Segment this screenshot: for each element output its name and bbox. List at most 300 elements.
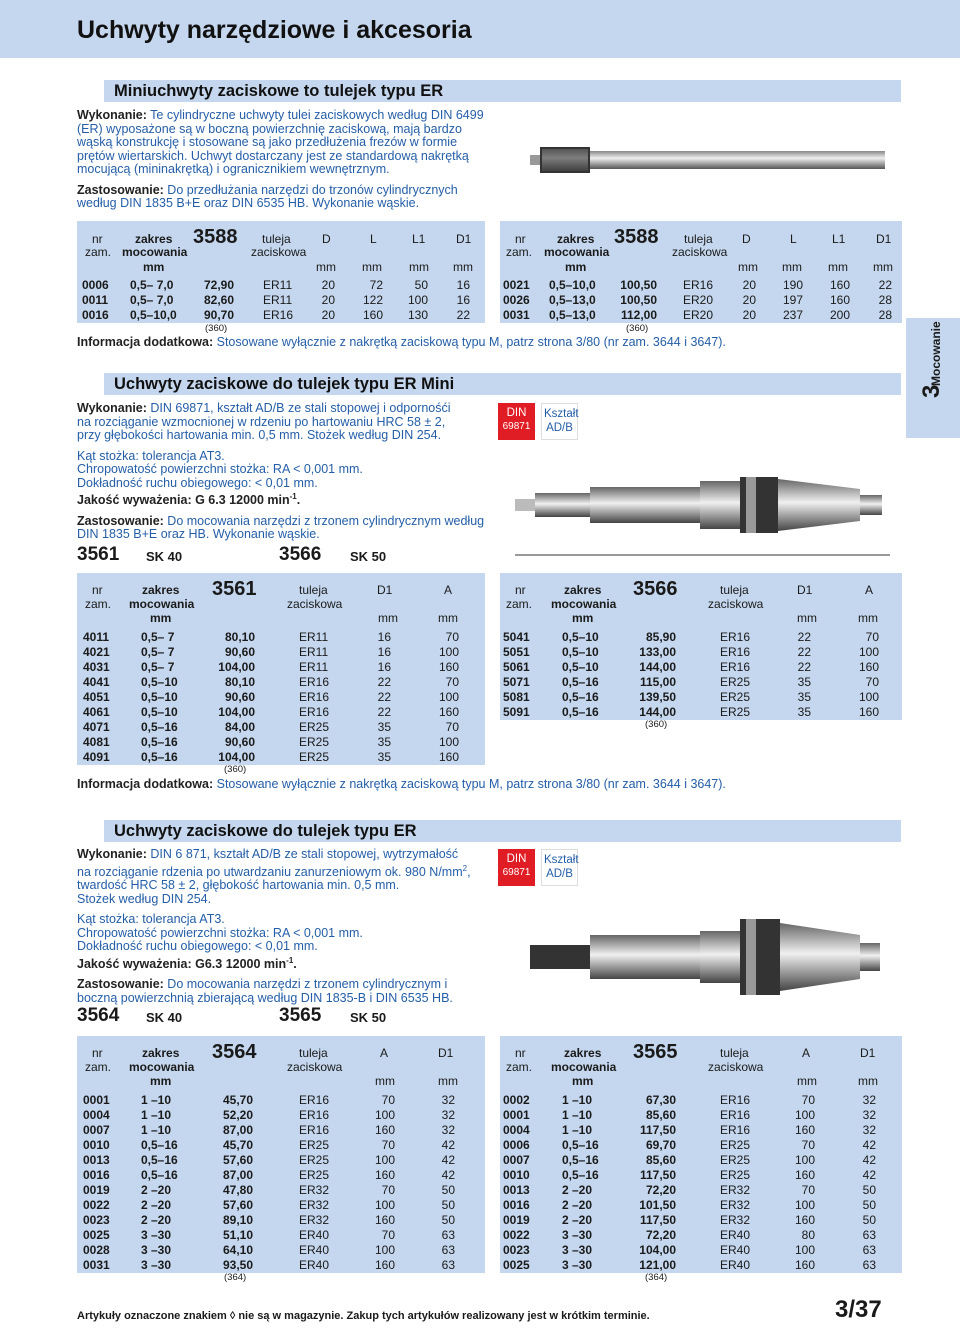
table-cell: 197: [782, 293, 803, 307]
table-cell: ER20: [683, 308, 714, 322]
table-cell: 64,10: [222, 1243, 253, 1257]
table-cell: 0006: [503, 1138, 530, 1152]
table-cell: 90,60: [224, 735, 255, 749]
table-cell: 0,5–13,0: [549, 293, 596, 307]
table-cell: 0,5–16: [141, 1153, 178, 1167]
table-cell: 16: [456, 293, 470, 307]
table-cell: 160: [438, 705, 459, 719]
table-cell: 0011: [82, 293, 109, 307]
table-cell: 52,20: [222, 1108, 253, 1122]
table-cell: 57,60: [222, 1198, 253, 1212]
table-cell: 63: [862, 1228, 876, 1242]
table-cell: 3 –30: [141, 1258, 172, 1272]
table-cell: 1 –10: [562, 1108, 593, 1122]
table-cell: 0007: [503, 1153, 530, 1167]
table-cell: 35: [377, 750, 391, 764]
table-cell: ER25: [299, 1138, 330, 1152]
table-cell: 16: [456, 278, 470, 292]
table-cell: 0019: [503, 1213, 530, 1227]
din-badge-2: DIN 69871: [498, 849, 535, 886]
table-cell: ER16: [299, 1108, 330, 1122]
info-note-2: Informacja dodatkowa: Stosowane wyłącznie z nakrętką zaciskową typu M, patrz strona 3/80 (nr zam. 3644 i 3647).: [77, 777, 726, 791]
page-header: [0, 0, 960, 58]
table-cell: 100: [438, 645, 459, 659]
table-cell: 100: [374, 1153, 395, 1167]
table-cell: 2 –20: [562, 1183, 593, 1197]
table-cell: 0,5–10: [141, 675, 178, 689]
table-cell: ER11: [299, 645, 329, 659]
table-cell: ER25: [720, 1138, 751, 1152]
table-cell: 4071: [83, 720, 110, 734]
table-cell: 2 –20: [562, 1213, 593, 1227]
table-cell: 50: [862, 1213, 876, 1227]
table-cell: 0006: [82, 278, 109, 292]
table-cell: 160: [858, 660, 879, 674]
table-cell: 0,5–16: [562, 1168, 599, 1182]
table-cell: 4011: [83, 630, 110, 644]
table-cell: 3 –30: [562, 1258, 593, 1272]
table-cell: ER40: [720, 1243, 751, 1257]
table-cell: 0,5– 7: [141, 630, 175, 644]
table-cell: 85,90: [645, 630, 676, 644]
table-cell: 32: [441, 1108, 455, 1122]
table-cell: 90,60: [224, 645, 255, 659]
table-cell: ER25: [299, 720, 330, 734]
table-cell: 0013: [83, 1153, 110, 1167]
table-cell: 87,00: [222, 1123, 253, 1137]
table-cell: 0010: [503, 1168, 530, 1182]
table-cell: 70: [801, 1138, 815, 1152]
table-cell: 5051: [503, 645, 530, 659]
table-cell: 100: [438, 690, 459, 704]
table-cell: 3 –30: [562, 1228, 593, 1242]
table-cell: 32: [862, 1123, 876, 1137]
table-cell: 72,20: [645, 1228, 676, 1242]
table-cell: ER20: [683, 293, 714, 307]
table-cell: 160: [438, 750, 459, 764]
table-cell: 104,00: [218, 660, 255, 674]
table-cell: 117,50: [639, 1123, 676, 1137]
table-cell: 3 –30: [562, 1243, 593, 1257]
table-cell: ER16: [299, 675, 330, 689]
table-cell: 144,00: [639, 705, 676, 719]
table-cell: 122: [362, 293, 383, 307]
table-cell: 100: [794, 1198, 815, 1212]
table-cell: 160: [858, 705, 879, 719]
table-cell: 57,60: [222, 1153, 253, 1167]
table-cell: 70: [445, 630, 459, 644]
table-cell: 0023: [503, 1243, 530, 1257]
table-cell: 42: [441, 1153, 455, 1167]
table-cell: 117,50: [639, 1213, 676, 1227]
table-cell: 100: [794, 1153, 815, 1167]
table-cell: 5041: [503, 630, 530, 644]
table-cell: 63: [441, 1258, 455, 1272]
table-cell: 20: [742, 293, 756, 307]
mini-holder-image: [520, 120, 900, 200]
table-cell: 100: [858, 645, 879, 659]
table-cell: 4031: [83, 660, 110, 674]
table-cell: 2 –20: [562, 1198, 593, 1212]
table-cell: 104,00: [218, 705, 255, 719]
table-cell: 100: [858, 690, 879, 704]
page-title: Uchwyty narzędziowe i akcesoria: [77, 16, 472, 44]
table-cell: 0016: [83, 1168, 110, 1182]
table-cell: 160: [362, 308, 383, 322]
table-cell: 5081: [503, 690, 530, 704]
table-cell: 16: [377, 660, 391, 674]
table-cell: 42: [441, 1168, 455, 1182]
table-cell: 0002: [503, 1093, 530, 1107]
code-3565-label: 3565: [279, 1005, 322, 1026]
table-cell: 0010: [83, 1138, 110, 1152]
table-cell: 20: [742, 278, 756, 292]
code-3561-label: 3561: [77, 544, 120, 565]
table-cell: ER16: [683, 278, 714, 292]
table-cell: 70: [801, 1093, 815, 1107]
table-cell: 0,5– 7,0: [130, 293, 174, 307]
table-cell: 35: [377, 735, 391, 749]
table-cell: 84,00: [224, 720, 255, 734]
table-cell: ER40: [720, 1258, 751, 1272]
table-cell: 1 –10: [562, 1093, 593, 1107]
table-cell: 5071: [503, 675, 530, 689]
sk-holder-image-1: [510, 455, 900, 567]
table-cell: 190: [782, 278, 803, 292]
table-cell: 70: [445, 720, 459, 734]
table-cell: ER16: [299, 1123, 330, 1137]
table-cell: 22: [377, 690, 391, 704]
table-cell: ER32: [299, 1183, 330, 1197]
table-cell: ER40: [299, 1228, 330, 1242]
table-cell: 35: [797, 690, 811, 704]
sk40-label: SK 40: [146, 549, 183, 564]
table-cell: 0025: [83, 1228, 110, 1242]
table-cell: 32: [862, 1108, 876, 1122]
table-cell: 72,20: [645, 1183, 676, 1197]
table-cell: ER32: [720, 1183, 751, 1197]
table-cell: 0,5–10,0: [549, 278, 596, 292]
table-cell: 4061: [83, 705, 110, 719]
section1-description: Wykonanie: Te cylindryczne uchwyty tulei zaciskowych według DIN 6499 (ER) wyposażone są w boczną powierzchnię zaciskową, mają bardzo wąską konstrukcję i stosowane są jako przedłużenia frezów w formie prętów wiertarskich. Uchwyt dostarczany jest ze standardową nakrętką mocującą (mininakrętką) i ogranicznikiem wewnętrznym. Zastosowanie: Do przedłużania narzędzi do trzonów cylindrycznych według DIN 1835 B+E oraz DIN 6535 HB. Wykonanie wąskie.: [77, 108, 484, 210]
table-cell: ER32: [720, 1198, 751, 1212]
table-cell: 70: [801, 1183, 815, 1197]
table-cell: 100: [374, 1108, 395, 1122]
table-cell: 32: [862, 1093, 876, 1107]
table-cell: 0021: [503, 278, 530, 292]
section-title-er-mini: Uchwyty zaciskowe do tulejek typu ER Mini: [104, 373, 901, 395]
table-cell: ER11: [299, 660, 329, 674]
table-cell: 2 –20: [141, 1198, 172, 1212]
table-cell: 0,5–16: [562, 690, 599, 704]
table-cell: 100,50: [620, 278, 657, 292]
table-cell: ER40: [720, 1228, 751, 1242]
sk50-label: SK 50: [350, 549, 387, 564]
table-cell: ER40: [299, 1258, 330, 1272]
table-cell: 35: [797, 705, 811, 719]
table-cell: 20: [321, 308, 335, 322]
table-cell: 160: [794, 1258, 815, 1272]
table-cell: 0,5–16: [562, 1138, 599, 1152]
table-cell: 0022: [83, 1198, 110, 1212]
table-cell: 22: [878, 278, 892, 292]
table-cell: 51,10: [222, 1228, 253, 1242]
table-cell: 89,10: [222, 1213, 253, 1227]
table-cell: 104,00: [639, 1243, 676, 1257]
table-cell: 3 –30: [141, 1243, 172, 1257]
table-cell: 0,5– 7: [141, 645, 175, 659]
table-cell: 20: [742, 308, 756, 322]
table-cell: 72: [369, 278, 383, 292]
table-cell: 100,50: [620, 293, 657, 307]
table-cell: 100: [794, 1243, 815, 1257]
page-number: 3/37: [835, 1296, 882, 1323]
table-cell: 0,5–16: [141, 750, 178, 764]
table-cell: 160: [794, 1213, 815, 1227]
table-cell: 0031: [83, 1258, 110, 1272]
table-cell: ER16: [720, 1093, 751, 1107]
table-cell: 87,00: [222, 1168, 253, 1182]
ksztalt-badge: Kształt AD/B: [541, 403, 578, 440]
sk-holder-image-2: [500, 895, 900, 1020]
table-cell: 100: [794, 1108, 815, 1122]
table-cell: 70: [381, 1228, 395, 1242]
table-cell: 90,70: [203, 308, 234, 322]
table-cell: 0,5–16: [141, 720, 178, 734]
table-cell: 90,60: [224, 690, 255, 704]
table-cell: 160: [794, 1123, 815, 1137]
table-cell: ER25: [720, 1153, 751, 1167]
table-cell: 32: [441, 1093, 455, 1107]
table-cell: 80,10: [224, 630, 255, 644]
table-cell: ER25: [299, 1153, 330, 1167]
ksztalt-badge-2: Kształt AD/B: [541, 849, 578, 886]
table-cell: 47,80: [222, 1183, 253, 1197]
table-cell: 2 –20: [141, 1183, 172, 1197]
table-cell: 1 –10: [562, 1123, 593, 1137]
table-cell: 101,50: [639, 1198, 676, 1212]
table-cell: 1 –10: [141, 1108, 172, 1122]
table-cell: 0,5–10: [562, 645, 599, 659]
table-cell: 121,00: [639, 1258, 676, 1272]
table-cell: 16: [377, 630, 391, 644]
section-title-er: Uchwyty zaciskowe do tulejek typu ER: [104, 820, 901, 842]
table-cell: ER25: [299, 735, 330, 749]
table-cell: 0031: [503, 308, 530, 322]
table-cell: 70: [865, 675, 879, 689]
table-cell: 130: [407, 308, 428, 322]
table-cell: 0,5– 7,0: [130, 278, 174, 292]
table-cell: ER11: [263, 293, 293, 307]
table-cell: 100: [374, 1243, 395, 1257]
table-cell: ER32: [299, 1198, 330, 1212]
table-cell: 160: [374, 1213, 395, 1227]
table-cell: 160: [374, 1168, 395, 1182]
table-cell: 0,5–10: [141, 690, 178, 704]
table-cell: 4051: [83, 690, 110, 704]
table-cell: 22: [797, 630, 811, 644]
table-cell: ER25: [299, 750, 330, 764]
table-cell: 69,70: [645, 1138, 676, 1152]
table-cell: ER25: [720, 690, 751, 704]
table-cell: ER16: [299, 705, 330, 719]
table-cell: 0,5–16: [141, 1138, 178, 1152]
table-cell: 35: [377, 720, 391, 734]
table-cell: 0019: [83, 1183, 110, 1197]
table-cell: 63: [862, 1243, 876, 1257]
table-cell: 0,5–10: [562, 660, 599, 674]
table-cell: 42: [862, 1153, 876, 1167]
table-cell: 0,5–16: [562, 1153, 599, 1167]
table-cell: 0013: [503, 1183, 530, 1197]
table-cell: ER25: [720, 705, 751, 719]
table-cell: 0001: [83, 1093, 110, 1107]
info-note-1: Informacja dodatkowa: Stosowane wyłącznie z nakrętką zaciskową typu M, patrz strona 3/80 (nr zam. 3644 i 3647).: [77, 335, 726, 349]
table-cell: 104,00: [218, 750, 255, 764]
table-cell: 50: [441, 1183, 455, 1197]
table-cell: 237: [782, 308, 803, 322]
table-cell: 72,90: [203, 278, 234, 292]
table-cell: 16: [377, 645, 391, 659]
table-cell: 0,5–16: [562, 705, 599, 719]
table-cell: 0026: [503, 293, 530, 307]
table-cell: 22: [377, 675, 391, 689]
table-cell: 85,60: [645, 1108, 676, 1122]
table-cell: 0,5–10: [141, 705, 178, 719]
table-cell: 0016: [82, 308, 109, 322]
table-cell: 160: [829, 278, 850, 292]
table-cell: 0022: [503, 1228, 530, 1242]
section3-description: Wykonanie: DIN 6 871, kształt AD/B ze stali stopowej, wytrzymałość na rozciąganie rdzenia po utwardzaniu zanurzeniowym ok. 980 $N/mm^2$, twardość HRC 58 ± 2, głębokość hartowania min. 0,5 mm. Stożek według DIN 254. Kąt stożka: tolerancja AT3. Chropowatość powierzchni stożka: RA < 0,001 mm. Dokładność ruchu obiegowego: < 0,01 mm. Jakość wyważenia: G6.3 12000 $\min^{-1}$. Zastosowanie: Do mocowania narzędzi z trzonem cylindrycznym i boczną powierzchnią zbierającą według DIN 1835-B i DIN 6535 HB.: [77, 847, 471, 1005]
table-cell: 0,5–13,0: [549, 308, 596, 322]
table-cell: ER25: [299, 1168, 330, 1182]
sk50-label-2: SK 50: [350, 1010, 387, 1025]
table-cell: 0025: [503, 1258, 530, 1272]
table-cell: 4081: [83, 735, 110, 749]
table-cell: ER25: [720, 1168, 751, 1182]
table-cell: 4041: [83, 675, 110, 689]
table-cell: ER16: [720, 660, 751, 674]
table-cell: 22: [377, 705, 391, 719]
table-cell: 70: [445, 675, 459, 689]
table-cell: 0016: [503, 1198, 530, 1212]
table-cell: 45,70: [222, 1093, 253, 1107]
table-cell: 22: [797, 645, 811, 659]
table-cell: 139,50: [639, 690, 676, 704]
table-cell: 160: [794, 1168, 815, 1182]
table-cell: ER16: [720, 1108, 751, 1122]
table-cell: 22: [456, 308, 470, 322]
table-cell: 2 –20: [141, 1213, 172, 1227]
sk40-label-2: SK 40: [146, 1010, 183, 1025]
table-cell: 5091: [503, 705, 530, 719]
table-cell: 32: [441, 1123, 455, 1137]
table-cell: 0004: [83, 1108, 110, 1122]
table-cell: ER25: [720, 675, 751, 689]
table-cell: 0,5– 7: [141, 660, 175, 674]
table-cell: 70: [381, 1093, 395, 1107]
chapter-tab[interactable]: [906, 318, 960, 438]
table-cell: 20: [321, 278, 335, 292]
table-cell: 144,00: [639, 660, 676, 674]
table-cell: 112,00: [620, 308, 657, 322]
table-cell: 80: [801, 1228, 815, 1242]
table-cell: ER16: [720, 630, 751, 644]
table-cell: 35: [797, 675, 811, 689]
table-cell: ER11: [263, 278, 293, 292]
table-cell: 133,00: [639, 645, 676, 659]
table-cell: 22: [797, 660, 811, 674]
table-cell: 63: [862, 1258, 876, 1272]
chapter-label: Mocowanie: [929, 321, 943, 386]
table-cell: ER16: [263, 308, 294, 322]
table-cell: 45,70: [222, 1138, 253, 1152]
table-cell: ER16: [720, 1123, 751, 1137]
table-cell: 1 –10: [141, 1093, 172, 1107]
table-cell: 160: [374, 1258, 395, 1272]
table-cell: 0023: [83, 1213, 110, 1227]
table-cell: 42: [862, 1138, 876, 1152]
table-cell: 70: [865, 630, 879, 644]
table-cell: 70: [381, 1138, 395, 1152]
table-cell: 82,60: [203, 293, 234, 307]
table-cell: 20: [321, 293, 335, 307]
table-cell: 4021: [83, 645, 110, 659]
table-cell: 28: [878, 293, 892, 307]
table-cell: 160: [829, 293, 850, 307]
chapter-number: 3: [918, 384, 945, 398]
table-cell: 93,50: [222, 1258, 253, 1272]
table-cell: 63: [441, 1228, 455, 1242]
table-cell: 1 –10: [141, 1123, 172, 1137]
table-cell: 0,5–10: [562, 630, 599, 644]
table-cell: 200: [829, 308, 850, 322]
table-cell: 0,5–10,0: [130, 308, 177, 322]
table-cell: ER16: [299, 690, 330, 704]
table-cell: ER32: [299, 1213, 330, 1227]
footer-note: Artykuły oznaczone znakiem ◊ nie są w magazynie. Zakup tych artykułów realizowany jest w krótkim terminie.: [77, 1310, 650, 1322]
table-cell: 160: [438, 660, 459, 674]
table-cell: ER16: [299, 1093, 330, 1107]
table-cell: 0,5–16: [141, 1168, 178, 1182]
table-cell: 4091: [83, 750, 110, 764]
din-badge: DIN 69871: [498, 403, 535, 440]
table-cell: 100: [438, 735, 459, 749]
code-3564-label: 3564: [77, 1005, 120, 1026]
table-cell: 63: [441, 1243, 455, 1257]
table-cell: 117,50: [639, 1168, 676, 1182]
table-cell: 50: [862, 1183, 876, 1197]
table-cell: ER11: [299, 630, 329, 644]
table-cell: 0007: [83, 1123, 110, 1137]
table-cell: 42: [441, 1138, 455, 1152]
table-cell: ER16: [720, 645, 751, 659]
table-cell: 80,10: [224, 675, 255, 689]
table-cell: 42: [862, 1168, 876, 1182]
table-cell: ER40: [299, 1243, 330, 1257]
table-cell: 67,30: [645, 1093, 676, 1107]
table-cell: 50: [441, 1198, 455, 1212]
table-cell: 50: [441, 1213, 455, 1227]
section2-description: Wykonanie: DIN 69871, kształt AD/B ze stali stopowej i odpornośći na rozciąganie wzmocnionej w rdzeniu po hartowaniu HRC 58 ± 2, przy głębokości hartowania min. 0,5 mm. Stożek według DIN 254. Kąt stożka: tolerancja AT3. Chropowatość powierzchni stożka: RA < 0,001 mm. Dokładność ruchu obiegowego: < 0,01 mm. Jakość wyważenia: G 6.3 12000 $\min^{-1}$. Zastosowanie: Do mocowania narzędzi z trzonem cylindrycznym według DIN 1835 B+E oraz HB. Wykonanie wąskie.: [77, 401, 485, 542]
table-cell: ER32: [720, 1213, 751, 1227]
section-title-mini-er: Miniuchwyty zaciskowe to tulejek typu ER: [104, 80, 901, 102]
table-cell: 5061: [503, 660, 530, 674]
table-cell: 160: [374, 1123, 395, 1137]
table-cell: 115,00: [639, 675, 676, 689]
table-cell: 0,5–16: [562, 675, 599, 689]
table-cell: 50: [862, 1198, 876, 1212]
